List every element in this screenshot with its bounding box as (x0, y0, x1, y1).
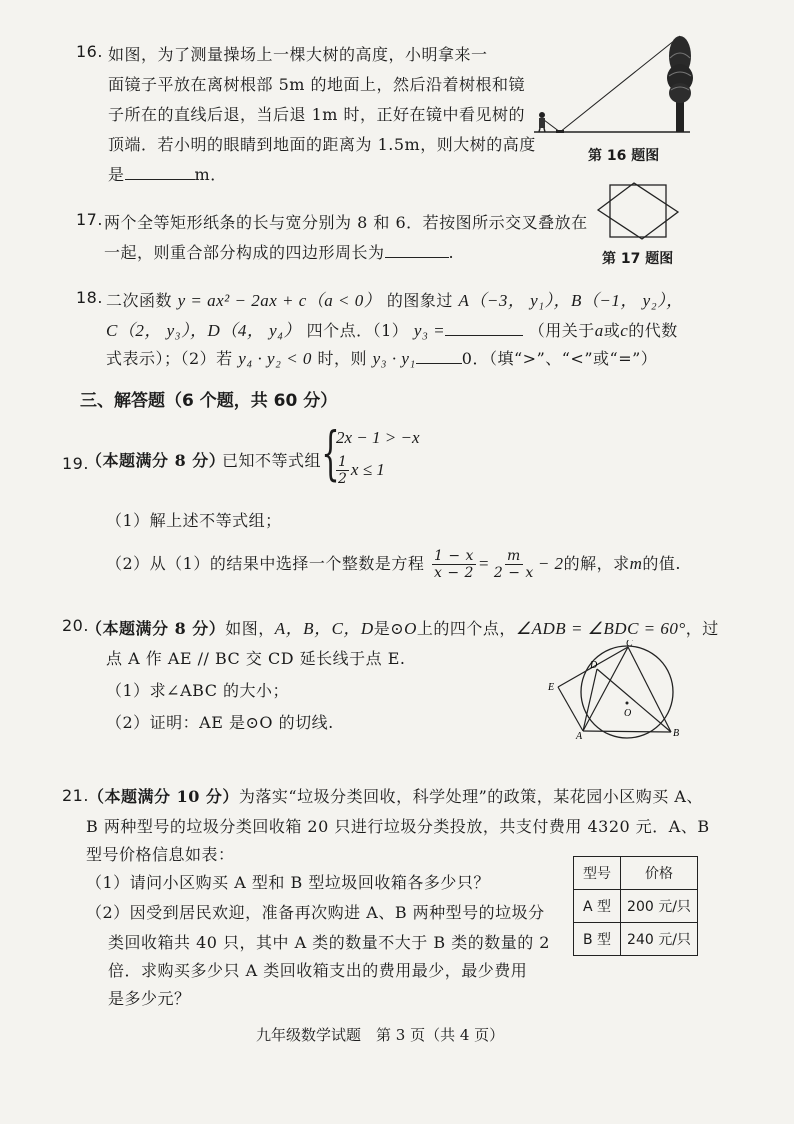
q18-l3-c: 时，则 (317, 349, 368, 368)
q18-l2-b: 四个点．（1） (306, 321, 409, 340)
q20-line-ad (583, 669, 597, 731)
q21-line-2: B 两种型号的垃圾分类回收箱 20 只进行垃圾分类投放，共支付费用 4320 元．A、B (86, 817, 710, 836)
q18-points-cd: C（2， y₃），D（4， y₄） (106, 321, 302, 340)
q16-line-3: 子所在的直线后退，当后退 1m 时，正好在镜中看见树的 (108, 105, 526, 124)
q20-figure (540, 640, 690, 744)
table-header-price: 价格 (621, 857, 698, 890)
q21-line-1 (88, 784, 703, 807)
q19-p2-c: 的解，求 (563, 554, 630, 573)
q20-line-db (597, 669, 671, 732)
q19-p2-text: （2）从（1）的结果中选择一个整数是方程 (106, 554, 425, 573)
q16-answer-blank (125, 179, 195, 180)
q19-equals: = (477, 554, 490, 573)
page-footer: 九年级数学试题 第 3 页（共 4 页） (256, 1026, 505, 1044)
q18-l3-a: 式表示）；（2）若 (106, 349, 233, 368)
q21-price-table (573, 856, 698, 956)
q16-number: 16. (76, 42, 103, 61)
table-header-model: 型号 (574, 857, 621, 890)
q20-line-cb (628, 647, 671, 732)
q16-line-5-prefix: 是 (108, 165, 125, 184)
q17-line-1: 两个全等矩形纸条的长与宽分别为 8 和 6．若按图所示交叉叠放在 (104, 213, 588, 232)
q19-minus-two: − 2 (537, 554, 564, 573)
q18-line-3 (106, 346, 657, 369)
q18-l2-c: c (620, 321, 629, 340)
q16-mirror (556, 130, 564, 133)
q18-product: y₃ · y₁ (372, 349, 416, 368)
q19-inequality-2-tail: x ≤ 1 (350, 460, 385, 479)
q18-l1-a: 二次函数 (106, 291, 173, 310)
q20-label-b: B (673, 728, 680, 739)
q20-part-1: （1）求∠ABC 的大小； (106, 681, 290, 700)
q20-label-c: C (626, 640, 633, 649)
table-cell-model: A 型 (574, 890, 621, 923)
q19-inequality-1: 2x − 1 > −x (336, 428, 420, 447)
q18-points-ab: A（−3， y₁），B（−1， y₂）， (458, 291, 684, 310)
table-cell-model: B 型 (574, 923, 621, 956)
q20-label-o: O (624, 708, 632, 719)
q18-l2-a: a (594, 321, 604, 340)
q21-part-1: （1）请问小区购买 A 型和 B 型垃圾回收箱各多少只？ (86, 873, 490, 892)
q20-angles: ∠ADB = ∠BDC = 60° (515, 619, 686, 638)
q17-number: 17. (76, 210, 103, 229)
q20-points: A，B，C，D (274, 619, 374, 638)
q20-line-ae (558, 687, 583, 731)
q18-line-1 (106, 286, 684, 311)
table-cell-price: 240 元/只 (621, 923, 698, 956)
q16-person-icon (539, 112, 545, 132)
q19-p2-e: 的值. (642, 554, 681, 573)
q17-rectangle-1 (610, 185, 666, 237)
q16-sight-line-2 (560, 36, 680, 132)
q19-inequality-2 (334, 454, 385, 487)
q19-f2-den: 2 − x (493, 565, 534, 581)
q19-system-brace: { (321, 419, 340, 487)
q16-caption: 第 16 题图 (588, 148, 660, 164)
q20-number: 20. (62, 616, 89, 635)
q19-half-fraction (336, 454, 349, 487)
q16-line-2: 面镜子平放在离树根部 5m 的地面上，然后沿着树根和镜 (108, 75, 526, 94)
table-header-row (574, 857, 698, 890)
q19-intro: 已知不等式组 (222, 451, 322, 470)
q21-number: 21. (62, 786, 89, 805)
q16-line-4: 顶端．若小明的眼睛到地面的距离为 1.5m，则大树的高度 (108, 135, 536, 154)
q16-line-5-unit: m． (194, 165, 227, 184)
q18-answer-blank-1 (445, 335, 523, 336)
q19-part-1: （1）解上述不等式组； (106, 511, 282, 530)
q16-figure (530, 28, 695, 140)
q20-l1-e: 上的四个点， (416, 619, 516, 638)
q18-number: 18. (76, 288, 103, 307)
q20-circle-o: O (404, 619, 417, 638)
q20-label-d: D (590, 660, 598, 671)
q21-part-2-line-4: 是多少元？ (108, 989, 191, 1008)
q21-l1-text: 为落实“垃圾分类回收，科学处理”的政策，某花园小区购买 A、 (238, 787, 703, 806)
section-3-heading: 三、解答题（6 个题，共 60 分） (80, 391, 338, 411)
table-cell-price: 200 元/只 (621, 890, 698, 923)
q19-fraction-1 (432, 548, 476, 581)
q19-fraction-2 (492, 548, 536, 581)
q18-answer-blank-2 (416, 363, 462, 364)
q17-line-2 (104, 240, 454, 263)
q18-line-2 (106, 316, 678, 341)
q19-f1-den: x − 2 (433, 565, 474, 581)
q20-label-a: A (576, 731, 583, 742)
q16-tree-icon (667, 36, 693, 132)
q18-l2-h: 的代数 (628, 321, 678, 340)
q20-header: （本题满分 8 分） (86, 619, 226, 638)
q18-l1-c: 的图象过 (386, 291, 453, 310)
q20-label-e: E (548, 682, 555, 693)
q20-line-ab (583, 731, 671, 732)
q17-caption: 第 17 题图 (602, 251, 674, 267)
q16-line-5 (108, 162, 227, 185)
q20-l1-c: 是⊙ (373, 619, 405, 638)
q18-function: y = ax² − 2ax + c（a < 0） (177, 291, 382, 310)
q17-line-2-end: . (448, 243, 455, 262)
q18-l2-d: （用关于 (528, 321, 595, 340)
q19-half-den: 2 (338, 471, 347, 487)
q21-part-2-line-2: 类回收箱共 40 只，其中 A 类的数量不大于 B 类的数量的 2 (108, 933, 550, 952)
q19-header: （本题满分 8 分） (86, 451, 226, 470)
q20-center-point (626, 702, 629, 705)
q19-f2-num: m (506, 548, 521, 564)
q20-l1-g: ，过 (685, 619, 719, 638)
q19-f1-num: 1 − x (433, 548, 474, 564)
table-row (574, 890, 698, 923)
q20-part-2: （2）证明：AE 是⊙O 的切线. (106, 713, 334, 732)
q17-answer-blank (385, 257, 449, 258)
q21-header: （本题满分 10 分） (88, 787, 239, 806)
q17-line-2-text: 一起，则重合部分构成的四边形周长为 (104, 243, 385, 262)
q20-line-2: 点 A 作 AE // BC 交 CD 延长线于点 E. (106, 649, 406, 668)
q19-m-var: m (629, 554, 643, 573)
q17-figure (594, 180, 682, 242)
q20-l1-a: 如图， (225, 619, 275, 638)
q16-line-1: 如图，为了测量操场上一棵大树的高度，小明拿来一 (108, 45, 488, 64)
q19-half-num: 1 (338, 454, 347, 470)
q18-l2-or: 或 (603, 321, 621, 340)
table-row (574, 923, 698, 956)
q18-condition: y₄ · y₂ < 0 (238, 349, 312, 368)
q21-part-2-line-1: （2）因受到居民欢迎，准备再次购进 A、B 两种型号的垃圾分 (86, 903, 545, 922)
q21-line-3: 型号价格信息如表： (86, 845, 235, 864)
q19-number: 19. (62, 454, 89, 473)
q18-y3-eq: y₃ = (413, 321, 446, 340)
q20-line-1 (86, 614, 719, 639)
q19-part-2 (106, 548, 681, 581)
q21-part-2-line-3: 倍．求购买多少只 A 类回收箱支出的费用最少，最少费用 (108, 961, 528, 980)
q18-l3-e: 0．（填“>”、“<”或“=”） (461, 349, 658, 368)
